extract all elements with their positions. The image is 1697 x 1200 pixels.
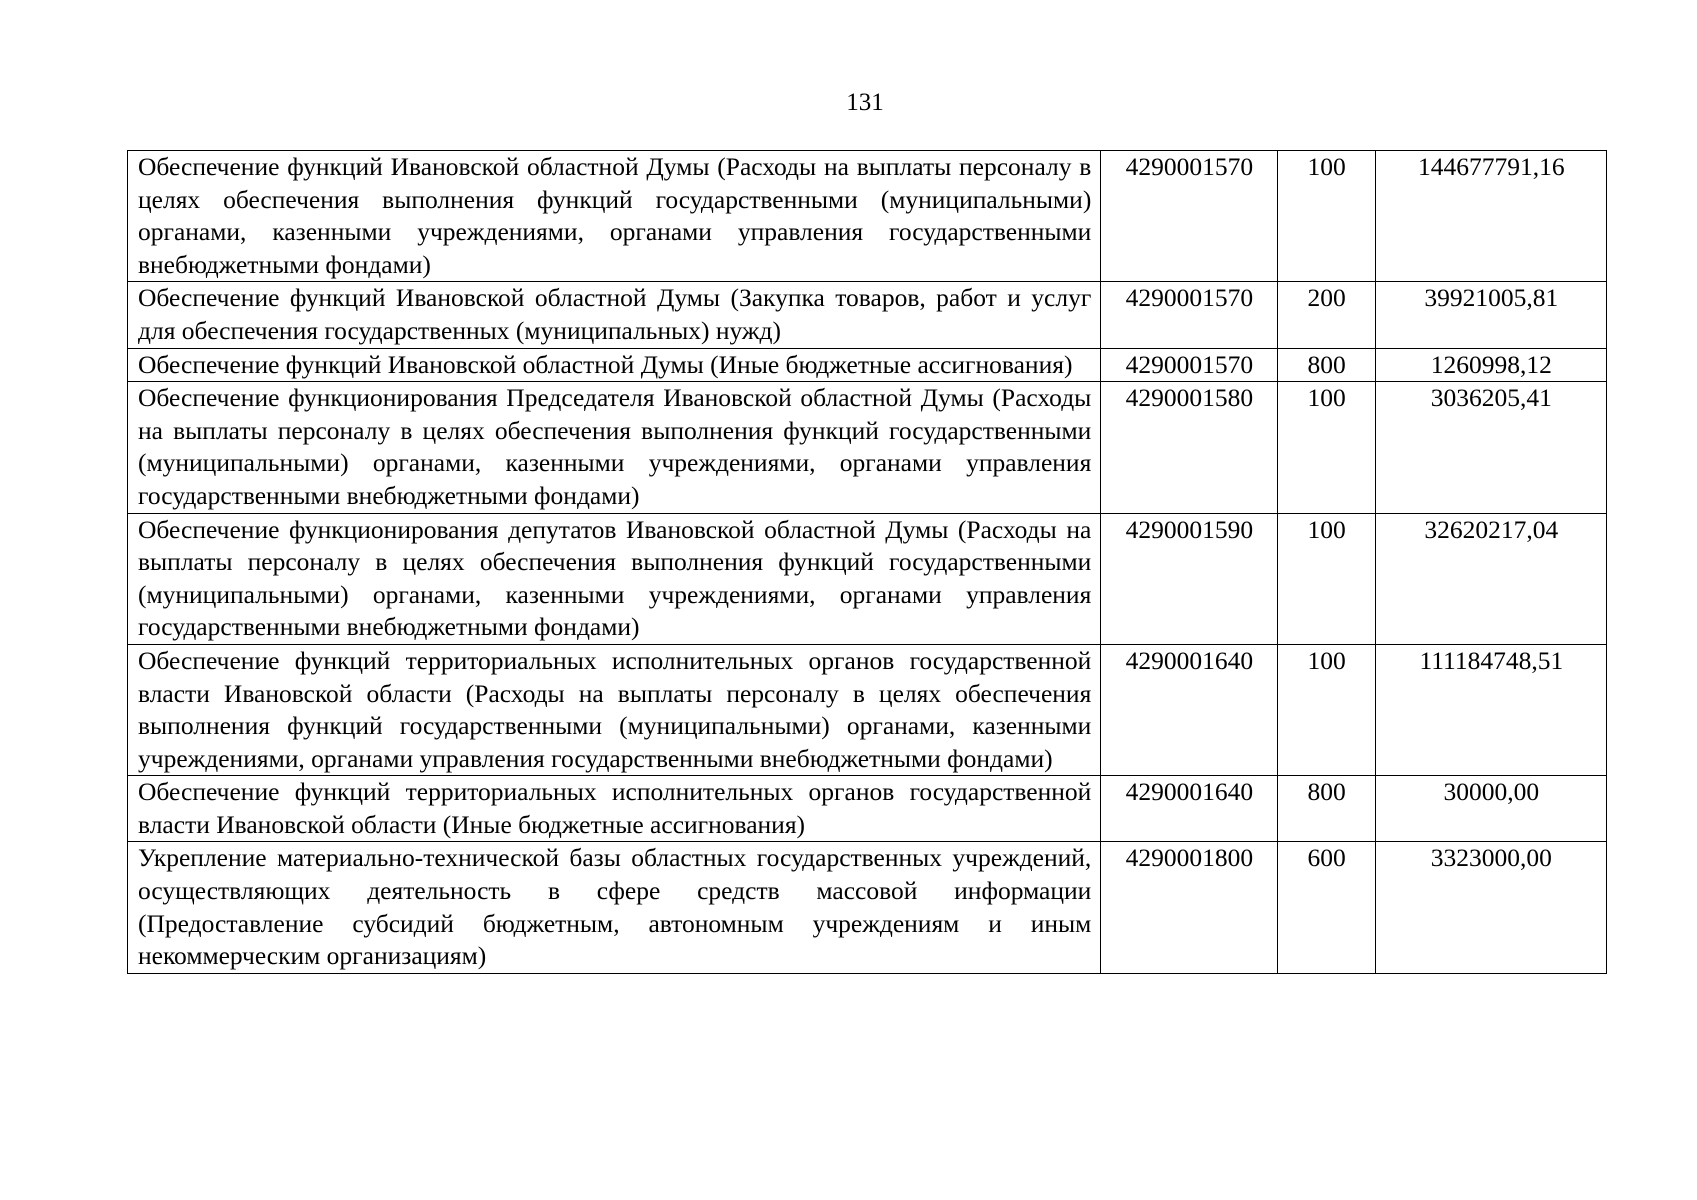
table-row: [128, 151, 1607, 282]
amount-cell: 30000,00: [1375, 776, 1606, 842]
table-row: [128, 348, 1607, 382]
expense-type-cell: 800: [1277, 776, 1375, 842]
target-code-cell: 4290001570: [1101, 282, 1277, 348]
expense-type-cell: 100: [1277, 151, 1375, 282]
amount-cell: 1260998,12: [1375, 348, 1606, 382]
expense-name-cell: Обеспечение функционирования депутатов Ивановской областной Думы (Расходы на выплаты персоналу в целях обеспечения выполнения функций государственными (муниципальными) органами, казенными учреждениями, органами управления государственными внебюджетными фондами): [128, 513, 1101, 644]
expense-name-cell: Обеспечение функционирования Председателя Ивановской областной Думы (Расходы на выплаты персоналу в целях обеспечения выполнения функций государственными (муниципальными) органами, казенными учреждениями, органами управления государственными внебюджетными фондами): [128, 382, 1101, 513]
expense-name-cell: Обеспечение функций Ивановской областной Думы (Иные бюджетные ассигнования): [128, 348, 1101, 382]
target-code-cell: 4290001590: [1101, 513, 1277, 644]
expense-type-cell: 600: [1277, 842, 1375, 973]
table-row: [128, 644, 1607, 775]
target-code-cell: 4290001570: [1101, 151, 1277, 282]
page-number: 131: [846, 89, 884, 116]
table-row: [128, 842, 1607, 973]
budget-table: [127, 150, 1607, 974]
table-row: [128, 282, 1607, 348]
table-row: [128, 513, 1607, 644]
expense-name-cell: Обеспечение функций территориальных исполнительных органов государственной власти Ивановской области (Иные бюджетные ассигнования): [128, 776, 1101, 842]
target-code-cell: 4290001640: [1101, 776, 1277, 842]
expense-name-cell: Укрепление материально-технической базы областных государственных учреждений, осуществляющих деятельность в сфере средств массовой информации (Предоставление субсидий бюджетным, автономным учреждениям и иным некоммерческим организациям): [128, 842, 1101, 973]
expense-type-cell: 100: [1277, 513, 1375, 644]
amount-cell: 39921005,81: [1375, 282, 1606, 348]
expense-type-cell: 100: [1277, 644, 1375, 775]
amount-cell: 111184748,51: [1375, 644, 1606, 775]
expense-type-cell: 100: [1277, 382, 1375, 513]
table-row: [128, 382, 1607, 513]
target-code-cell: 4290001570: [1101, 348, 1277, 382]
table-row: [128, 776, 1607, 842]
target-code-cell: 4290001640: [1101, 644, 1277, 775]
amount-cell: 3036205,41: [1375, 382, 1606, 513]
amount-cell: 144677791,16: [1375, 151, 1606, 282]
target-code-cell: 4290001580: [1101, 382, 1277, 513]
amount-cell: 3323000,00: [1375, 842, 1606, 973]
target-code-cell: 4290001800: [1101, 842, 1277, 973]
expense-type-cell: 800: [1277, 348, 1375, 382]
expense-name-cell: Обеспечение функций территориальных исполнительных органов государственной власти Ивановской области (Расходы на выплаты персоналу в целях обеспечения выполнения функций государственными (муниципальными) органами, казенными учреждениями, органами управления государственными внебюджетными фондами): [128, 644, 1101, 775]
expense-name-cell: Обеспечение функций Ивановской областной Думы (Расходы на выплаты персоналу в целях обеспечения выполнения функций государственными (муниципальными) органами, казенными учреждениями, органами управления государственными внебюджетными фондами): [128, 151, 1101, 282]
amount-cell: 32620217,04: [1375, 513, 1606, 644]
expense-type-cell: 200: [1277, 282, 1375, 348]
expense-name-cell: Обеспечение функций Ивановской областной Думы (Закупка товаров, работ и услуг для обеспечения государственных (муниципальных) нужд): [128, 282, 1101, 348]
